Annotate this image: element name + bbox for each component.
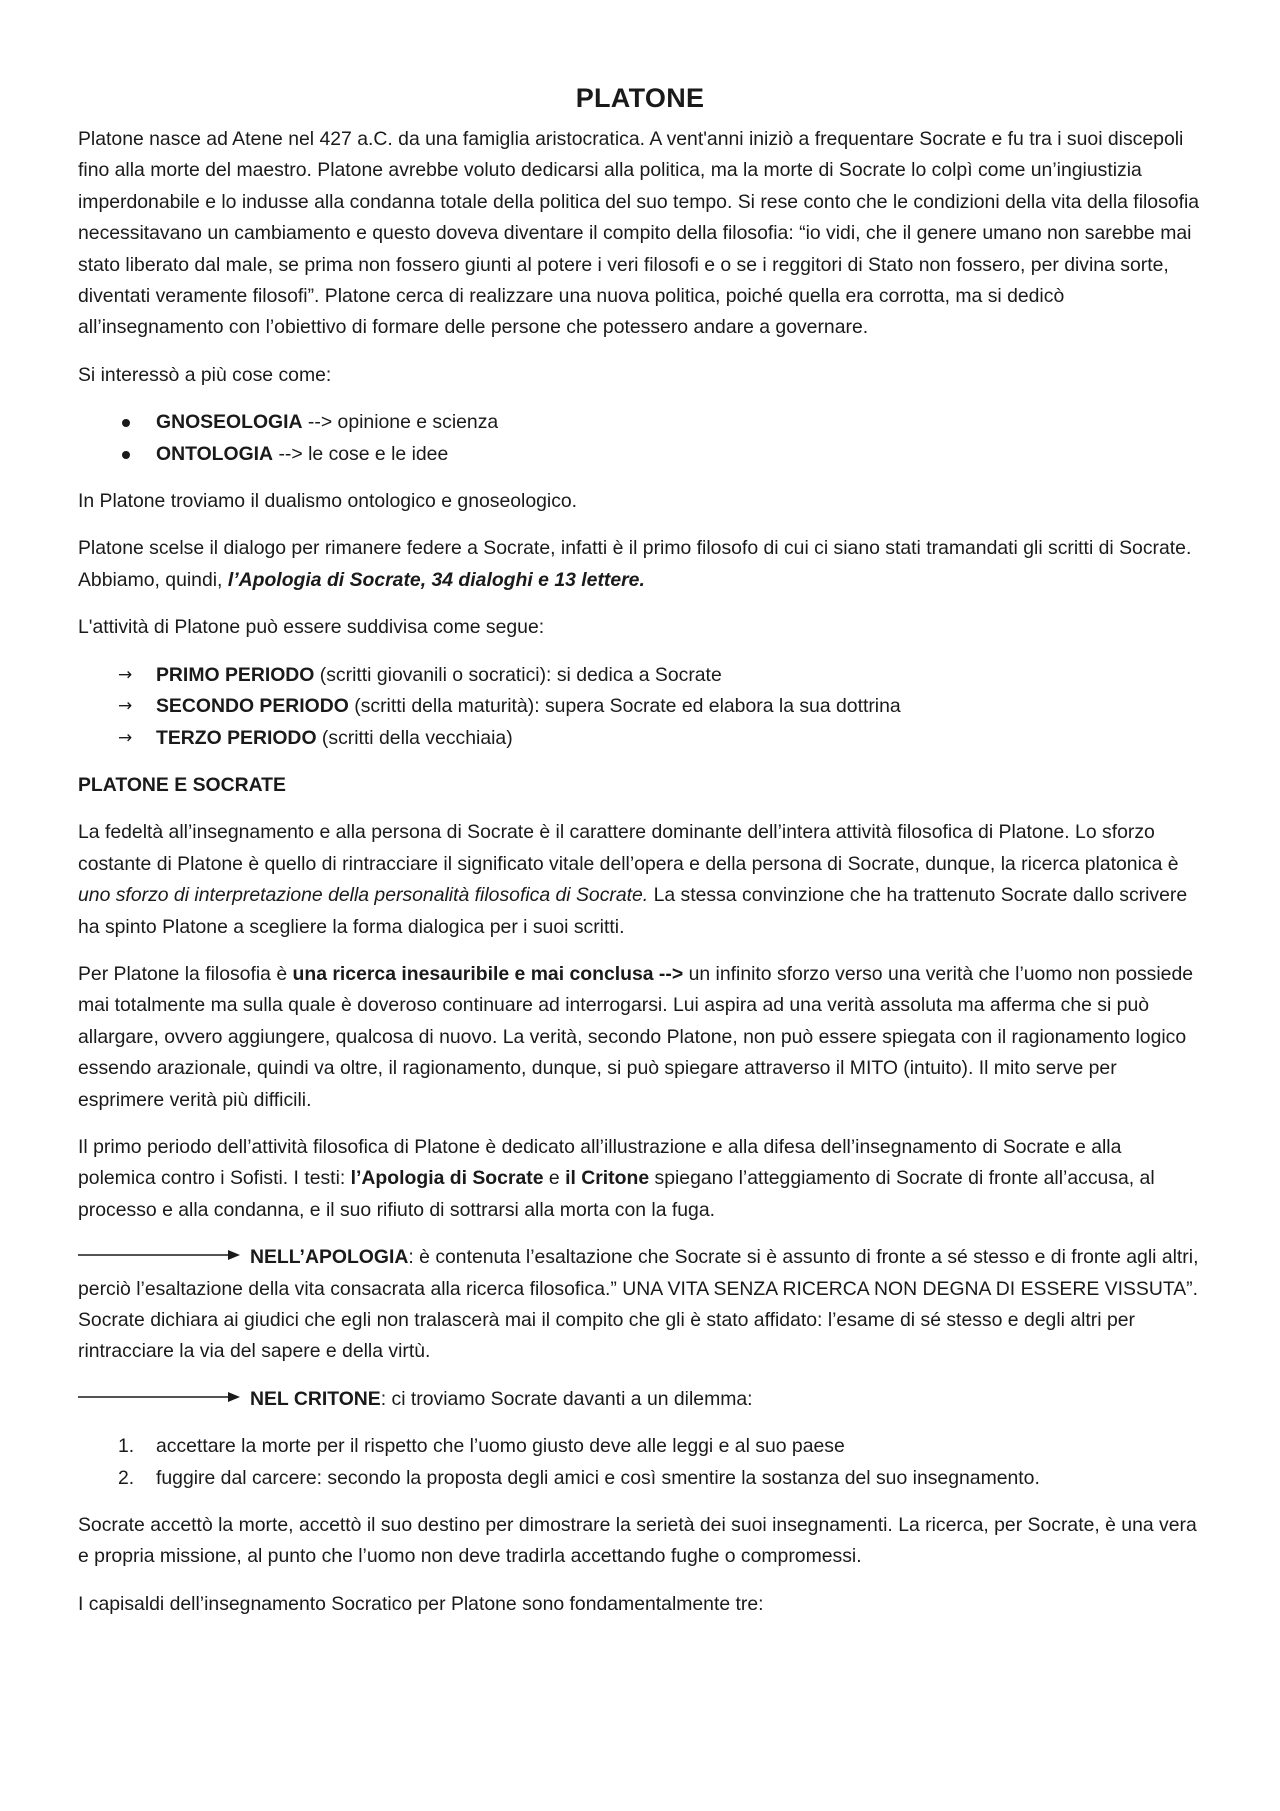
list-item: 1. accettare la morte per il rispetto che l’uomo giusto deve alle leggi e al suo paese [118, 1435, 845, 1458]
paragraph-fidelity: La fedeltà all’insegnamento e alla persona di Socrate è il carattere dominante dell’intera attività filosofica di Platone. Lo sforzo costante di Platone è quello di rintracciare il significato vitale dell’opera e della persona di Socrate, dunque, la ricerca platonica è uno sforzo di interpretazione della personalità filosofica di Socrate. La stessa convinzione che ha trattenuto Socrate dallo scrivere ha spinto Platone a scegliere la forma dialogica per i suoi scritti. [78, 821, 1188, 938]
long-arrow-icon [78, 1248, 240, 1262]
list-item: GNOSEOLOGIA --> opinione e scienza [118, 407, 1202, 438]
list-item: → TERZO PERIODO (scritti della vecchiaia) [118, 723, 1202, 754]
arrow-right-icon: → [118, 727, 133, 748]
interests-list [78, 407, 1202, 470]
document-page [78, 78, 1202, 1636]
paragraph-dualism: In Platone troviamo il dualismo ontologico e gnoseologico. [78, 490, 578, 513]
arrow-right-icon: → [118, 696, 133, 717]
paragraph-death: Socrate accettò la morte, accettò il suo destino per dimostrare la serietà dei suoi insegnamenti. La ricerca, per Socrate, è una vera e propria missione, al punto che l’uomo non deve tradirla accettando fughe o compromessi. [78, 1514, 1197, 1568]
paragraph-activity: L'attività di Platone può essere suddivisa come segue: [78, 616, 545, 639]
long-arrow-icon [78, 1390, 240, 1404]
page-title: PLATONE [575, 83, 705, 113]
dilemma-list [78, 1431, 1202, 1494]
list-item: 2. fuggire dal carcere: secondo la proposta degli amici e così smentire la sostanza del suo insegnamento. [118, 1466, 1040, 1489]
list-item: ONTOLOGIA --> le cose e le idee [118, 439, 1202, 470]
paragraph-interests: Si interessò a più cose come: [78, 363, 332, 386]
paragraph-intro: Platone nasce ad Atene nel 427 a.C. da una famiglia aristocratica. A vent'anni iniziò a frequentare Socrate e fu tra i suoi discepoli fino alla morte del maestro. Platone avrebbe voluto dedicarsi alla politica, ma la morte di Socrate lo colpì come un’ingiustizia imperdonabile e lo indusse alla condanna totale della politica del suo tempo. Si rese conto che le condizioni della vita della filosofia necessitavano un cambiamento e questo doveva diventare il compito della filosofia: “io vidi, che il genere umano non sarebbe mai stato liberato dal male, se prima non fossero giunti al potere i veri filosofi e o se i reggitori di Stato non fossero, per divina sorte, diventati veramente filosofi”. Platone cerca di realizzare una nuova politica, poiché quella era corrotta, ma si dedicò all’insegnamento con l’obiettivo di formare delle persone che potessero andare a governare. [78, 128, 1200, 339]
list-item: → SECONDO PERIODO (scritti della maturità): supera Socrate ed elabora la sua dottrina [118, 691, 1202, 722]
paragraph-philosophy: Per Platone la filosofia è una ricerca inesauribile e mai conclusa --> un infinito sforzo verso una verità che l’uomo non possiede mai totalmente ma sulla quale è doveroso continuare ad interrogarsi. Lui aspira ad una verità assoluta ma afferma che si può allargare, ovvero aggiungere, qualcosa di nuovo. La verità, secondo Platone, non può essere spiegata con il ragionamento logico essendo arazionale, quindi va oltre, il ragionamento, dunque, si può spiegare attraverso il MITO (intuito). Il mito serve per esprimere verità più difficili. [78, 962, 1194, 1111]
list-item: → PRIMO PERIODO (scritti giovanili o socratici): si dedica a Socrate [118, 660, 1202, 691]
section-heading: PLATONE E SOCRATE [78, 773, 286, 796]
arrow-right-icon: → [118, 664, 133, 685]
periods-list [78, 660, 1202, 754]
bullet-icon [122, 419, 130, 427]
paragraph-critone: NEL CRITONE: ci troviamo Socrate davanti a un dilemma: [78, 1384, 1202, 1415]
paragraph-apologia: NELL’APOLOGIA: è contenuta l’esaltazione che Socrate si è assunto di fronte a sé stesso e di fronte agli altri, perciò l’esaltazione della vita consacrata alla ricerca filosofica.” UNA VITA SENZA RICERCA NON DEGNA DI ESSERE VISSUTA”. Socrate dichiara ai giudici che egli non tralascerà mai il compito che gli è stato affidato: l’esame di sé stesso e degli altri per rintracciare la via del sapere e della virtù. [78, 1246, 1199, 1363]
bullet-icon [122, 451, 130, 459]
paragraph-foundations: I capisaldi dell’insegnamento Socratico per Platone sono fondamentalmente tre: [78, 1592, 764, 1615]
paragraph-dialogue: Platone scelse il dialogo per rimanere federe a Socrate, infatti è il primo filosofo di cui ci siano stati tramandati gli scritti di Socrate. Abbiamo, quindi, l’Apologia di Socrate, 34 dialoghi e 13 lettere. [78, 537, 1192, 591]
paragraph-first-period: Il primo periodo dell’attività filosofica di Platone è dedicato all’illustrazione e alla difesa dell’insegnamento di Socrate e alla polemica contro i Sofisti. I testi: l’Apologia di Socrate e il Critone spiegano l’atteggiamento di Socrate di fronte all’accusa, al processo e alla condanna, e il suo rifiuto di sottrarsi alla morta con la fuga. [78, 1135, 1155, 1221]
